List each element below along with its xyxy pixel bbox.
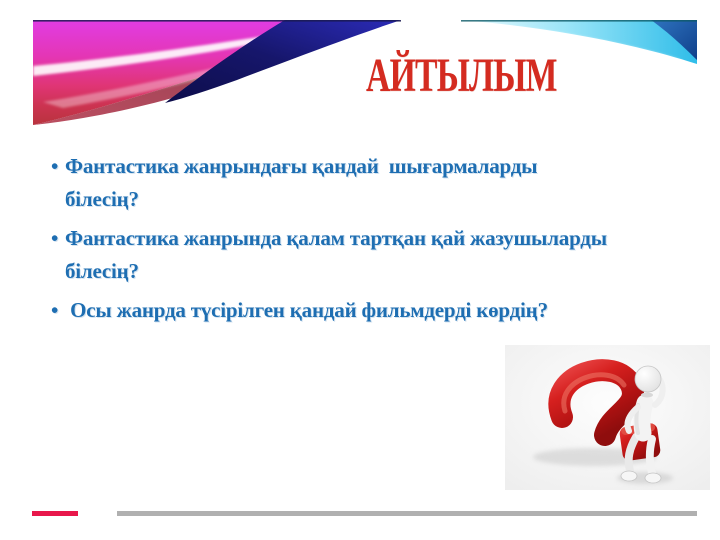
bullet-list (51, 150, 611, 334)
list-item (51, 150, 611, 215)
header-swoosh-graphic (33, 20, 697, 130)
list-item (51, 294, 611, 327)
top-edge-right (461, 20, 697, 22)
figure-foot (645, 473, 661, 483)
list-item (51, 222, 611, 287)
gray-divider-line (117, 511, 697, 516)
bullet-icon: • (51, 154, 59, 178)
top-edge-left (33, 20, 401, 22)
red-accent-bar (32, 511, 78, 516)
slide-title: АЙТЫЛЫМ (366, 49, 557, 102)
question-figure-image (505, 345, 710, 490)
bullet-icon: • (51, 226, 59, 251)
figure-torso (642, 403, 645, 433)
bullet-text: Фантастика жанрындағы қандай шығармаларды білесің? (65, 154, 543, 211)
figure-neck-shadow (641, 393, 653, 398)
bullet-icon: • (51, 298, 59, 323)
figure-head (635, 366, 661, 392)
figure-foot (621, 471, 637, 481)
bullet-text: Фантастика жанрында қалам тартқан қай жазушыларды білесің? (65, 226, 612, 283)
bullet-text: Осы жанрда түсірілген қандай фильмдерді көрдің? (65, 298, 548, 323)
